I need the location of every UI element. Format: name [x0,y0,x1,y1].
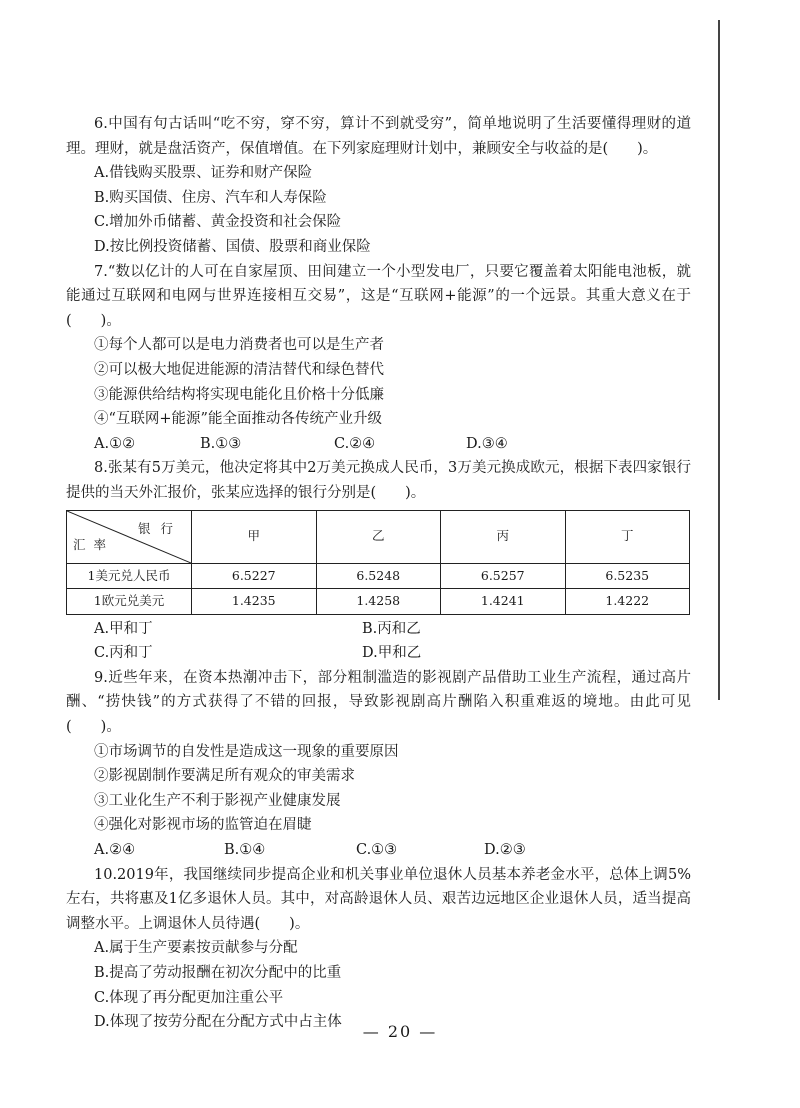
question-7-statement-1: ①每个人都可以是电力消费者也可以是生产者 [94,337,384,354]
question-10-option-b: B.提高了劳动报酬在初次分配中的比重 [94,965,342,981]
question-8-stem: 8.张某有5万美元，他决定将其中2万美元换成人民币，3万美元换成欧元，根据下表四家银行提供的当天外汇报价，张某应选择的银行分别是( )。 [66,460,691,501]
question-8-option-c: C.丙和丁 [94,645,153,662]
table-diagonal-header [67,510,192,563]
question-9-option-a: A.②④ [94,842,136,859]
question-10-option-d: D.体现了按劳分配在分配方式中占主体 [94,1014,342,1031]
question-9-options [94,838,691,863]
question-9-option-b: B.①④ [224,842,266,859]
question-7-option-b: B.①③ [200,435,242,452]
question-9-statement-2: ②影视剧制作要满足所有观众的审美需求 [94,768,355,785]
table-cell: 6.5235 [565,563,690,589]
bank-header-ding: 丁 [565,510,690,563]
table-header-row [67,510,690,563]
table-cell: 1.4258 [316,589,441,615]
question-7-stem: 7.“数以亿计的人可在自家屋顶、田间建立一个小型发电厂，只要它覆盖着太阳能电池板，就能通过互联网和电网与世界连接相互交易”，这是“互联网+能源”的一个远景。其重大意义在于( )。 [66,263,691,329]
table-row [67,563,690,589]
question-8-options-row-1 [94,617,691,642]
bank-header-bing: 丙 [441,510,566,563]
question-6-option-a: A.借钱购买股票、证券和财产保险 [94,165,313,182]
question-6-option-d: D.按比例投资储蓄、国债、股票和商业保险 [94,238,371,255]
question-7-statement-2: ②可以极大地促进能源的清洁替代和绿色替代 [94,361,384,378]
question-10 [66,863,691,1035]
question-9-stem: 9.近些年来，在资本热潮冲击下，部分粗制滥造的影视剧产品借助工业生产流程，通过高片酬、“捞快钱”的方式获得了不错的回报，导致影视剧高片酬陷入积重难返的境地。由此可见( )。 [66,669,691,736]
question-6-stem: 6.中国有句古话叫“吃不穷，穿不穷，算计不到就受穷”，简单地说明了生活要懂得理财的道理。理财，就是盘活资产，保值增值。在下列家庭理财计划中，兼顾安全与收益的是( )。 [66,116,691,157]
scan-edge-line [718,20,720,700]
question-7-options [94,432,691,457]
question-9-option-d: D.②③ [484,842,526,859]
header-rate-label: 汇率 [73,536,115,552]
question-6-option-b: B.购买国债、住房、汽车和人寿保险 [94,189,327,206]
question-7-option-c: C.②④ [334,435,376,452]
exam-content [66,112,691,1035]
page-number: — 20 — [362,1022,438,1041]
header-bank-label: 银行 [137,520,183,536]
table-row [67,589,690,615]
row-label-eur-usd: 1欧元兑美元 [67,589,192,615]
question-8-option-d: D.甲和乙 [362,645,422,662]
row-label-usd-cny: 1美元兑人民币 [67,563,192,589]
question-7-statement-4: ④“互联网+能源”能全面推动各传统产业升级 [94,411,382,428]
question-10-option-c: C.体现了再分配更加注重公平 [94,989,284,1006]
question-8 [66,456,691,666]
table-cell: 6.5248 [316,563,441,589]
question-8-option-a: A.甲和丁 [94,620,153,637]
table-cell: 1.4222 [565,589,690,615]
question-6 [66,112,691,260]
bank-header-yi: 乙 [316,510,441,563]
question-6-option-c: C.增加外币储蓄、黄金投资和社会保险 [94,214,342,231]
table-cell: 1.4241 [441,589,566,615]
question-9-statement-3: ③工业化生产不利于影视产业健康发展 [94,792,341,809]
question-7-option-a: A.①② [94,435,136,452]
question-7-statement-3: ③能源供给结构将实现电能化且价格十分低廉 [94,386,384,403]
table-cell: 6.5227 [192,563,317,589]
question-9 [66,666,691,863]
exchange-rate-table [66,510,690,615]
question-7 [66,260,691,457]
question-8-option-b: B.丙和乙 [362,620,421,637]
question-9-option-c: C.①③ [356,842,398,859]
question-10-stem: 10.2019年，我国继续同步提高企业和机关事业单位退休人员基本养老金水平，总体上调5%左右，共将惠及1亿多退休人员。其中，对高龄退休人员、艰苦边远地区企业退休人员，适当提高调整水平。上调退休人员待遇( )。 [66,866,691,932]
question-7-option-d: D.③④ [466,435,508,452]
bank-header-jia: 甲 [192,510,317,563]
question-9-statement-1: ①市场调节的自发性是造成这一现象的重要原因 [94,743,399,760]
table-cell: 1.4235 [192,589,317,615]
table-cell: 6.5257 [441,563,566,589]
question-10-option-a: A.属于生产要素按贡献参与分配 [94,940,298,957]
question-9-statement-4: ④强化对影视市场的监管迫在眉睫 [94,817,312,834]
question-8-options-row-2 [94,641,691,666]
